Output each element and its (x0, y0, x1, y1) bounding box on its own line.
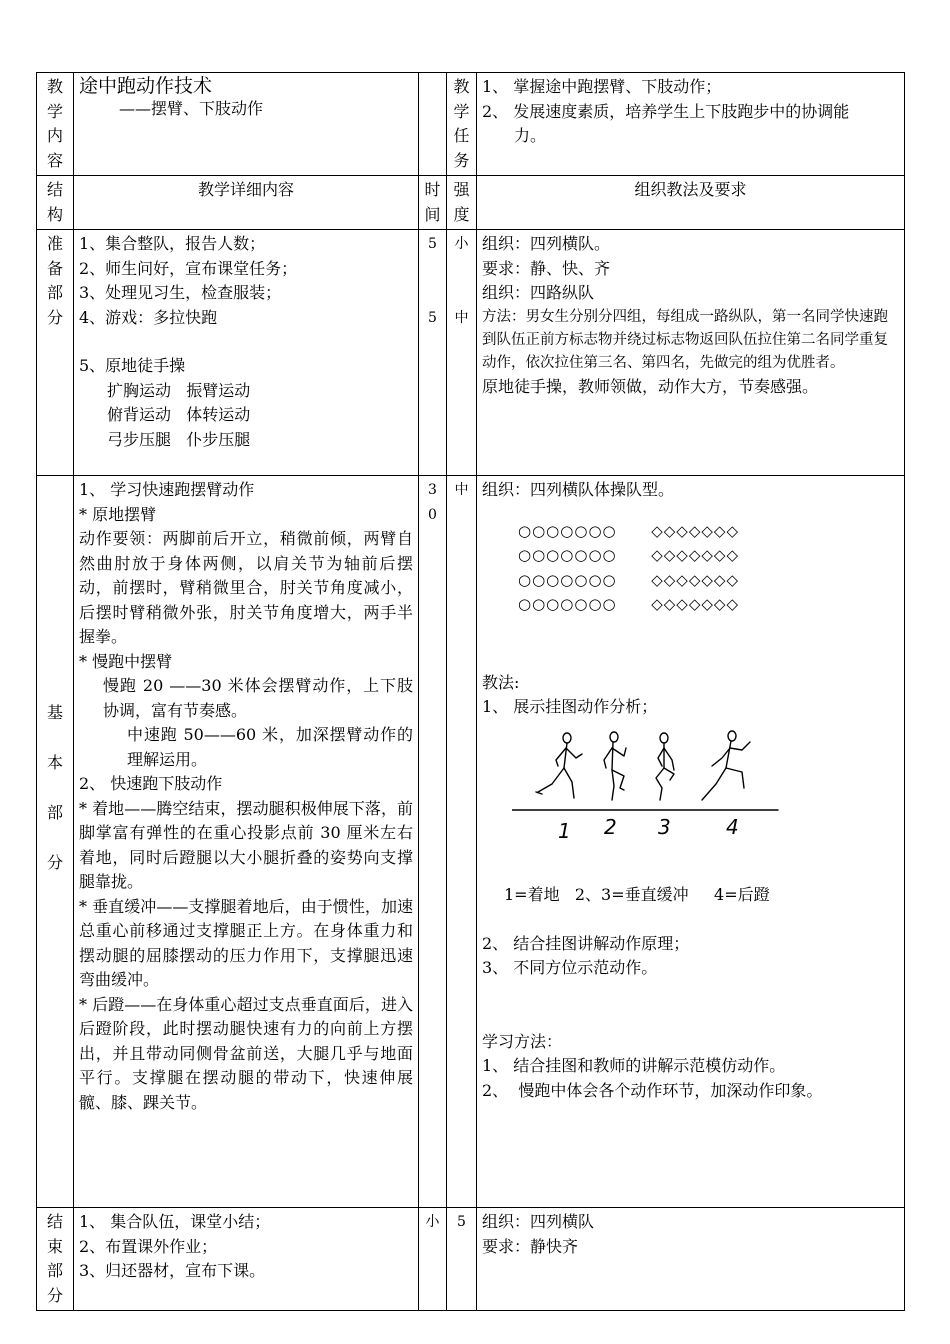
prep-item: 1、集合整队，报告人数； (79, 234, 266, 253)
basic-item: 动作要领：两脚前后开立，稍微前倾，两臂自然曲肘放于身体两侧，以肩关节为轴前后摆动，前摆时，臂稍微里合，肘关节角度减小，后摆时臂稍微外张，肘关节角度增大，两手半握拳。 (79, 529, 413, 646)
stick-figure-cushion-1 (604, 732, 626, 800)
column-header-row (37, 176, 905, 230)
prep-label-char: 备 (46, 258, 63, 278)
lesson-plan-table (36, 72, 905, 1311)
basic-intensity: 中 (447, 476, 477, 1208)
intensity-header-char: 强 (453, 180, 470, 199)
prep-item: 2、师生问好，宣布课堂任务； (79, 258, 298, 278)
end-label (37, 1208, 74, 1311)
prep-time-value: 5 (428, 236, 437, 252)
prep-label-char: 部 (46, 283, 63, 302)
prep-req: 要求：静、快、齐 (482, 258, 611, 278)
basic-content (74, 476, 419, 1208)
stick-figures-svg (512, 728, 792, 848)
end-org: 组织：四列横队 (482, 1212, 595, 1231)
prep-blank (79, 330, 413, 354)
prep-label (37, 230, 74, 476)
end-req: 要求：静快齐 (482, 1236, 579, 1256)
running-phases-figure (512, 728, 899, 856)
structure-header-char: 结 (46, 180, 63, 199)
basic-row (37, 476, 905, 1208)
learn-step: 2、 慢跑中体会各个动作环节，加深动作印象。 (482, 1080, 823, 1100)
basic-label-char: 分 (46, 852, 63, 872)
basic-item: * 着地——腾空结束，摆动腿积极伸展下落，前脚掌富有弹性的在重心投影点前 30 厘米左右着地，同时后蹬腿以大小腿折叠的姿势向支撑腿靠拢。 (79, 798, 413, 891)
task-label-char: 教 (453, 77, 470, 96)
end-label-char: 分 (46, 1285, 63, 1305)
content-label-char: 内 (46, 126, 63, 145)
end-row (37, 1208, 905, 1311)
basic-label-char: 部 (46, 802, 63, 822)
figure-label: 4 (726, 814, 739, 839)
basic-item: * 慢跑中摆臂 (79, 651, 173, 671)
task-label-char: 学 (453, 101, 470, 121)
prep-content (74, 230, 419, 476)
prep-row (37, 230, 905, 476)
tasks-cell (477, 73, 905, 176)
prep-exercise-method: 原地徒手操，教师领做，动作大方，节奏感强。 (482, 376, 819, 396)
prep-intensity-value: 小 (454, 236, 469, 252)
prep-label-char: 准 (46, 234, 63, 253)
prep-time-value: 5 (428, 309, 437, 326)
content-label-char: 教 (46, 77, 63, 96)
teach-step: 2、 结合挂图讲解动作原理； (482, 933, 690, 953)
structure-header (37, 176, 74, 230)
teach-step: 3、 不同方位示范动作。 (482, 958, 658, 977)
end-content (74, 1208, 419, 1311)
teach-step: 1、 展示挂图动作分析； (482, 697, 658, 716)
prep-org: 组织：四列横队。 (482, 234, 611, 253)
prep-exercise: 扩胸运动 振臂运动 (107, 380, 251, 400)
formation-row: ○○○○○○○ ◇◇◇◇◇◇◇ (518, 546, 739, 564)
end-label-char: 束 (46, 1236, 63, 1256)
teach-title: 教法: (482, 672, 520, 692)
header-row (37, 73, 905, 176)
prep-exercise: 弓步压腿 仆步压腿 (107, 429, 251, 449)
figure-caption: 1=着地 2、3=垂直缓冲 4=后蹬 (504, 885, 770, 904)
content-label-char: 容 (46, 150, 63, 170)
basic-item: 中速跑 50——60 米，加深摆臂动作的理解运用。 (127, 725, 413, 769)
intensity-header-char: 度 (453, 204, 470, 224)
prep-exercise: 俯背运动 体转运动 (107, 405, 251, 424)
basic-time-digit: 3 (428, 482, 437, 498)
figure-label: 1 (558, 818, 571, 843)
basic-time-digit: 0 (428, 506, 437, 523)
content-title-cell (74, 73, 419, 176)
content-header: 教学详细内容 (74, 176, 419, 230)
prep-time (419, 230, 447, 476)
intensity-header (447, 176, 477, 230)
task-item: 1、 掌握途中跑摆臂、下肢动作； (482, 77, 722, 96)
basic-item: * 垂直缓冲——支撑腿着地后，由于惯性，加速总重心前移通过支撑腿正上方。在身体重力和摆动腿的屈膝摆动的压力作用下，支撑腿迅速弯曲缓冲。 (79, 896, 413, 989)
content-label-cell (37, 73, 74, 176)
task-item: 力。 (514, 126, 547, 145)
learn-step: 1、 结合挂图和教师的讲解示范模仿动作。 (482, 1056, 786, 1075)
basic-item: * 后蹬——在身体重心超过支点垂直面后，进入后蹬阶段，此时摆动腿快速有力的向前上方摆出，并且带动同侧骨盆前送，大腿几乎与地面平行。支撑腿在摆动腿的带动下，快速伸展髋、膝、踝关节。 (79, 994, 413, 1112)
task-label-inner (419, 73, 476, 175)
stick-figure-landing (536, 733, 582, 798)
basic-item: * 原地摆臂 (79, 504, 157, 524)
task-label-char: 任 (453, 126, 470, 145)
learn-title: 学习方法： (482, 1031, 563, 1051)
stick-figure-cushion-2 (656, 733, 674, 800)
task-item: 2、 发展速度素质，培养学生上下肢跑步中的协调能 (482, 101, 850, 121)
basic-time (419, 476, 447, 1208)
content-label-char: 学 (46, 101, 63, 121)
task-label-cell (447, 73, 477, 175)
end-time: 小 (419, 1208, 447, 1311)
end-intensity: 5 (447, 1208, 477, 1311)
formation-diagram (518, 519, 899, 617)
end-item: 3、归还器材，宣布下课。 (79, 1261, 266, 1280)
basic-item: 2、 快速跑下肢动作 (79, 774, 223, 793)
prep-intensity-value: 中 (454, 309, 469, 326)
basic-label-char: 本 (46, 752, 63, 772)
stick-figure-pushoff (702, 731, 750, 800)
end-label-char: 部 (46, 1261, 63, 1280)
prep-org2: 组织：四路纵队 (482, 283, 595, 302)
basic-item: 1、 学习快速跑摆臂动作 (79, 480, 255, 499)
end-method (477, 1208, 905, 1311)
time-header-char: 时 (424, 180, 441, 199)
formation-row: ○○○○○○○ ◇◇◇◇◇◇◇ (518, 521, 739, 540)
time-header-char: 间 (424, 204, 441, 224)
basic-item: 慢跑 20 ——30 米体会摆臂动作，上下肢协调，富有节奏感。 (103, 676, 413, 720)
task-label-char: 务 (453, 150, 470, 170)
time-header (419, 176, 447, 230)
prep-method (477, 230, 905, 476)
task-label-wrapper (419, 73, 477, 176)
basic-org: 组织：四列横队体操队型。 (482, 480, 675, 499)
figure-label: 2 (604, 814, 617, 839)
basic-method (477, 476, 905, 1208)
end-item: 1、 集合队伍，课堂小结； (79, 1212, 271, 1231)
method-header: 组织教法及要求 (477, 176, 905, 230)
structure-header-char: 构 (46, 204, 63, 224)
content-title: 途中跑动作技术 (79, 75, 213, 97)
figure-label: 3 (658, 814, 671, 839)
prep-item: 4、游戏：多拉快跑 (79, 307, 218, 327)
prep-intensity (447, 230, 477, 476)
basic-label (37, 476, 74, 1208)
content-subtitle: ——摆臂、下肢动作 (119, 99, 264, 118)
basic-label-char: 基 (46, 702, 63, 722)
end-label-char: 结 (46, 1212, 63, 1231)
formation-row: ○○○○○○○ ◇◇◇◇◇◇◇ (518, 595, 739, 613)
prep-item: 3、处理见习生，检查服装； (79, 283, 282, 302)
prep-game-detail: 方法：男女生分别分四组，每组成一路纵队，第一名同学快速跑到队伍正前方标志物并绕过标志物返回队伍拉住第二名同学重复动作，依次拉住第三名、第四名，先做完的组为优胜者。 (482, 308, 888, 371)
prep-item: 5、原地徒手操 (79, 356, 186, 375)
end-item: 2、布置课外作业； (79, 1236, 218, 1256)
formation-row: ○○○○○○○ ◇◇◇◇◇◇◇ (518, 570, 739, 589)
prep-label-char: 分 (46, 307, 63, 327)
